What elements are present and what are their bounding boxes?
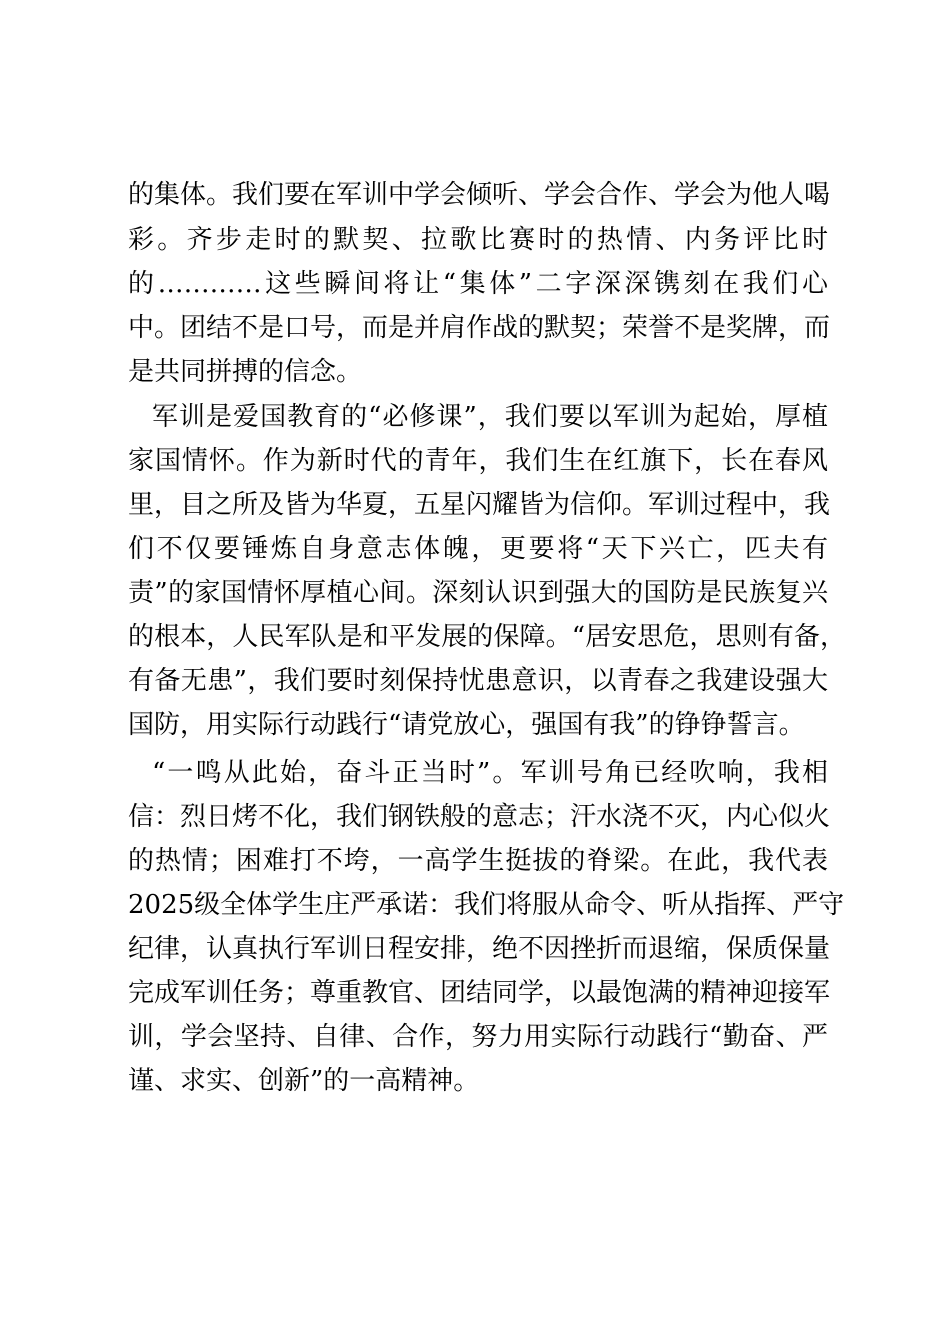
text-line: 谨、求实、创新”的一高精神。 (128, 1066, 480, 1096)
text-line: 信：烈日烤不化，我们钢铁般的意志；汗水浇不灭，内心似火 (128, 802, 831, 832)
text-line: 军训是爱国教育的“必修课”，我们要以军训为起始，厚植 (152, 402, 828, 432)
text-line: 彩。齐步走时的默契、拉歌比赛时的热情、内务评比时 (128, 225, 828, 255)
text-line: 责”的家国情怀厚植心间。深刻认识到强大的国防是民族复兴 (128, 578, 828, 608)
text-line: 2025级全体学生庄严承诺：我们将服从命令、听从指挥、严守 (128, 890, 845, 920)
text-line: 纪律，认真执行军训日程安排，绝不因挫折而退缩，保质保量 (128, 934, 831, 964)
text-line: 的集体。我们要在军训中学会倾听、学会合作、学会为他人喝 (128, 180, 831, 210)
text-line: 是共同拼搏的信念。 (128, 357, 363, 387)
text-line: 完成军训任务；尊重教官、团结同学，以最饱满的精神迎接军 (128, 978, 831, 1008)
text-line: 里，目之所及皆为华夏，五星闪耀皆为信仰。军训过程中，我 (128, 490, 831, 520)
text-line: 国防，用实际行动践行“请党放心，强国有我”的铮铮誓言。 (128, 710, 805, 740)
text-line: 训，学会坚持、自律、合作，努力用实际行动践行“勤奋、严 (128, 1022, 828, 1052)
text-line: 中。团结不是口号，而是并肩作战的默契；荣誉不是奖牌，而 (128, 313, 831, 343)
text-line: 的…………这些瞬间将让“集体”二字深深镌刻在我们心 (128, 269, 828, 299)
text-line: 的根本，人民军队是和平发展的保障。“居安思危，思则有备， (128, 622, 846, 652)
text-line: 家国情怀。作为新时代的青年，我们生在红旗下，长在春风 (128, 446, 828, 476)
text-line: 的热情；困难打不垮，一高学生挺拔的脊梁。在此，我代表 (128, 846, 828, 876)
text-line: 们不仅要锤炼自身意志体魄，更要将“天下兴亡，匹夫有 (128, 534, 828, 564)
text-line: 有备无患”，我们要时刻保持忧患意识，以青春之我建设强大 (128, 666, 828, 696)
text-line: “一鸣从此始，奋斗正当时”。军训号角已经吹响，我相 (152, 758, 828, 788)
